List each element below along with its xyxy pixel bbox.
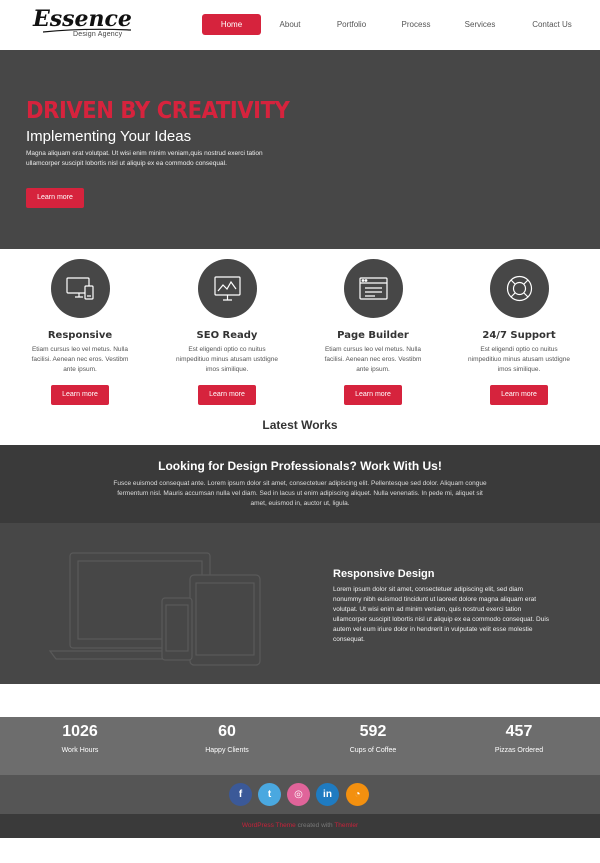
rss-icon[interactable]: ◔ <box>346 783 369 806</box>
counter-value: 592 <box>359 723 387 740</box>
feature-icon-circle <box>198 259 257 318</box>
footer-wordpress-theme-link[interactable]: WordPress Theme <box>241 822 296 829</box>
feature-responsive <box>20 259 140 405</box>
nav-portfolio[interactable]: Portfolio <box>336 20 367 29</box>
feature-text: Est eligendi optio co nuitus nimpeditiuo minus atusam ustdigne imos similique. <box>176 346 278 373</box>
section-spacer <box>0 684 600 717</box>
feature-page-builder <box>313 259 433 405</box>
counter-value: 457 <box>505 723 533 740</box>
main-nav <box>202 14 592 35</box>
feature-title: 24/7 Support <box>482 330 556 341</box>
nav-home[interactable]: Home <box>202 14 261 35</box>
responsive-devices-icon <box>65 273 96 304</box>
cta-text: Fusce euismod consequat ante. Lorem ipsum dolor sit amet, consectetuer adipiscing elit. Pellentesque sed dolor. Aliquam congue fermentum nisl. Mauris accumsan nulla vel diam. Sed in lacus ut enim adipiscing aliquet. Nulla venenatis. In pede mi, aliquet sit amet, euismod in, auctor ut, ligula. <box>113 480 487 507</box>
feature-support <box>459 259 579 405</box>
hero-text: Magna aliquam erat volutpat. Ut wisi enim minim veniam,quis nostrud exerci tation ullamcorper suscipit lobortis nisl ut aliquip ex ea commodo consequal. <box>26 150 263 167</box>
counter-label: Work Hours <box>61 747 99 754</box>
counter-value: 60 <box>218 723 236 740</box>
cta-section <box>0 445 600 523</box>
hero-title: DRIVEN BY CREATIVITY <box>26 98 290 124</box>
logo[interactable] <box>33 6 133 42</box>
monitor-chart-icon <box>212 273 243 304</box>
feature-title: Responsive <box>47 330 113 341</box>
features-section <box>0 249 600 409</box>
hero-subtitle: Implementing Your Ideas <box>26 128 192 145</box>
feature-learn-more-button[interactable]: Learn more <box>198 385 256 405</box>
counter-happy-clients <box>167 723 287 754</box>
feature-learn-more-button[interactable]: Learn more <box>344 385 402 405</box>
feature-icon-circle <box>490 259 549 318</box>
feature-learn-more-button[interactable]: Learn more <box>51 385 109 405</box>
counter-pizzas-ordered <box>459 723 579 754</box>
browser-window-icon <box>358 273 389 304</box>
counter-label: Pizzas Ordered <box>494 747 544 754</box>
feature-learn-more-button[interactable]: Learn more <box>490 385 548 405</box>
logo-tagline: Design Agency <box>73 31 123 38</box>
counter-value: 1026 <box>62 723 98 740</box>
feature-text: Etiam cursus leo vel metus. Nulla facilisi. Aenean nec eros. Vestibm ante ipsum. <box>31 346 129 373</box>
nav-about[interactable]: About <box>279 20 301 29</box>
feature-title: Page Builder <box>337 330 409 341</box>
responsive-design-title: Responsive Design <box>333 568 435 580</box>
twitter-icon[interactable]: t <box>258 783 281 806</box>
counter-label: Cups of Coffee <box>349 747 397 754</box>
feature-seo-ready <box>167 259 287 405</box>
cta-title: Looking for Design Professionals? Work With Us! <box>158 459 442 473</box>
feature-icon-circle <box>51 259 110 318</box>
counters-section <box>0 717 600 775</box>
footer-credit-text: created with <box>295 822 335 829</box>
linkedin-icon[interactable]: in <box>316 783 339 806</box>
nav-services[interactable]: Services <box>464 20 496 29</box>
footer-themler-link[interactable]: Themler <box>334 822 359 829</box>
counter-work-hours <box>20 723 140 754</box>
hero-section <box>0 50 600 249</box>
logo-text: Essence <box>33 6 132 32</box>
devices-illustration-icon <box>40 543 270 673</box>
hero-learn-more-button[interactable]: Learn more <box>26 188 84 208</box>
facebook-icon[interactable]: f <box>229 783 252 806</box>
counter-label: Happy Clients <box>205 747 249 754</box>
counter-cups-of-coffee <box>313 723 433 754</box>
lifebuoy-icon <box>504 273 535 304</box>
responsive-design-text: Lorem ipsum dolor sit amet, consectetuer adipiscing elit, sed diam nonummy nibh euismod tincidunt ut laoreet dolore magna aliquam erat volutpat. Ut wisi enim ad minim veniam, quis nostrud exerci tation ullamcorper suscipit lobortis nisl ut aliquip ex ea commodo consequat. Duis autem vel eum iriure dolor in hendrerit in vulputate velit esse molestie consequat. <box>333 586 550 643</box>
latest-works-heading: Latest Works <box>262 418 338 432</box>
feature-text: Est eligendi optio co nuitus nimpeditiuo minus atusam ustdigne imos similique. <box>468 346 570 373</box>
nav-contact-us[interactable]: Contact Us <box>532 20 572 29</box>
nav-process[interactable]: Process <box>401 20 431 29</box>
feature-text: Etiam cursus leo vel metus. Nulla facilisi. Aenean nec eros. Vestibm ante ipsum. <box>324 346 422 373</box>
responsive-design-section <box>0 523 600 684</box>
social-bar <box>0 775 600 814</box>
feature-title: SEO Ready <box>196 330 258 341</box>
feature-icon-circle <box>344 259 403 318</box>
site-header <box>0 0 600 50</box>
site-footer <box>0 814 600 838</box>
dribbble-icon[interactable]: ◎ <box>287 783 310 806</box>
